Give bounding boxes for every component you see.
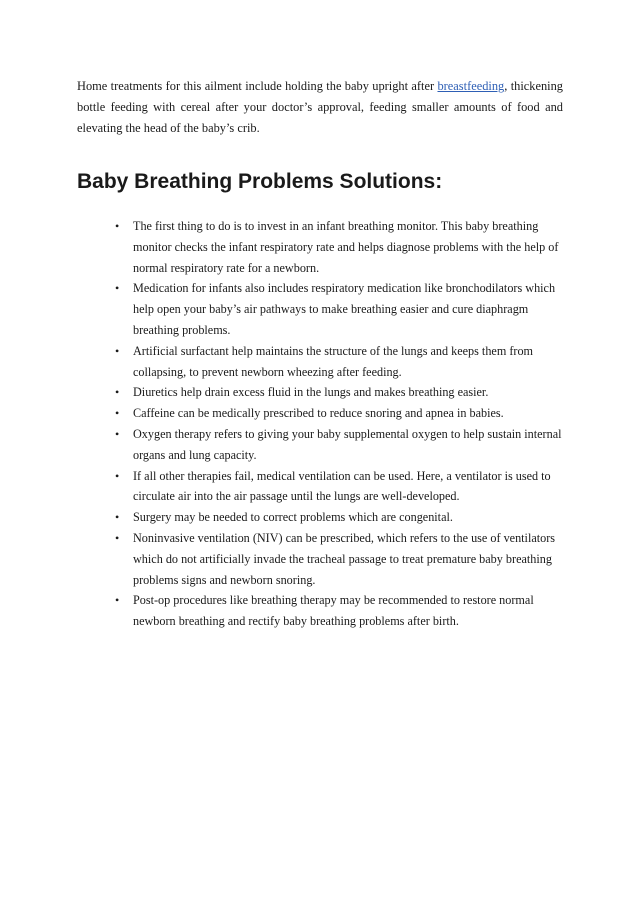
- intro-paragraph: [77, 76, 563, 139]
- bullet-icon: •: [115, 468, 120, 483]
- list-item-text: The first thing to do is to invest in an infant breathing monitor. This baby breathing monitor checks the infant respiratory rate and helps diagnose problems with the help of normal respiratory rate for a newborn.: [133, 219, 559, 275]
- bullet-icon: •: [115, 219, 120, 233]
- list-item-text: Artificial surfactant help maintains the structure of the lungs and keeps them from collapsing, to prevent newborn wheezing after feeding.: [133, 343, 534, 379]
- list-item: [113, 528, 563, 590]
- list-item-text: Diuretics help drain excess fluid in the lungs and makes breathing easier.: [133, 385, 489, 400]
- list-item: [113, 424, 563, 466]
- breastfeeding-link[interactable]: breastfeeding: [437, 79, 505, 93]
- intro-text-end: , thickening bottle feeding with cereal after your doctor’s approval, feeding smaller amounts of food and elevating the head of the baby’s crib.: [77, 79, 564, 135]
- bullet-icon: •: [115, 510, 120, 525]
- solutions-list: [113, 216, 563, 632]
- list-item: [113, 382, 563, 403]
- list-item-text: Surgery may be needed to correct problems which are congenital.: [133, 510, 453, 525]
- list-item: [113, 403, 563, 424]
- list-item: [113, 507, 563, 528]
- list-item-text: Caffeine can be medically prescribed to reduce snoring and apnea in babies.: [133, 406, 504, 421]
- list-item-text: Post-op procedures like breathing therapy may be recommended to restore normal newborn breathing and rectify baby breathing problems after birth.: [133, 593, 534, 629]
- bullet-icon: •: [115, 281, 120, 296]
- bullet-icon: •: [115, 593, 120, 608]
- bullet-icon: •: [115, 530, 120, 545]
- list-item: [113, 466, 563, 508]
- bullet-icon: •: [115, 406, 120, 421]
- list-item: [113, 590, 563, 632]
- intro-text-start: Home treatments for this ailment include holding the baby upright after: [77, 79, 438, 93]
- section-heading: Baby Breathing Problems Solutions:: [77, 170, 443, 193]
- bullet-icon: •: [115, 426, 120, 441]
- bullet-icon: •: [115, 343, 120, 358]
- list-item: [113, 216, 563, 278]
- list-item-text: Noninvasive ventilation (NIV) can be prescribed, which refers to the use of ventilators which do not artificially invade the tracheal passage to treat premature baby breathing problems signs and newborn snoring.: [133, 530, 556, 587]
- list-item-text: Oxygen therapy refers to giving your baby supplemental oxygen to help sustain internal organs and lung capacity.: [133, 426, 562, 462]
- list-item: [113, 341, 563, 383]
- list-item-text: If all other therapies fail, medical ventilation can be used. Here, a ventilator is used to circulate air into the air passage until the lungs are well-developed.: [133, 468, 551, 504]
- list-item-text: Medication for infants also includes respiratory medication like bronchodilators which help open your baby’s air pathways to make breathing easier and cure diaphragm breathing problems.: [133, 281, 556, 337]
- bullet-icon: •: [115, 385, 120, 400]
- list-item: [113, 278, 563, 340]
